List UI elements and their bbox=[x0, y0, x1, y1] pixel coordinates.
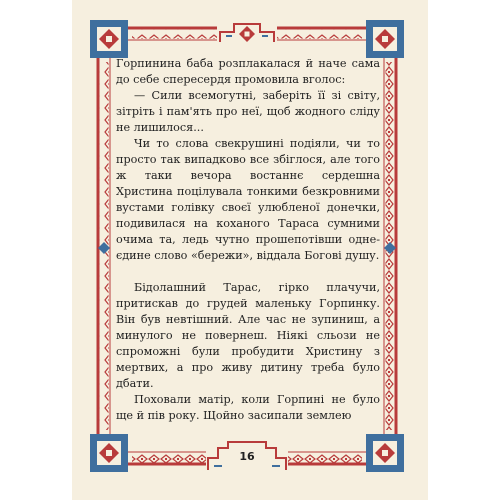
top-center-ornament bbox=[217, 22, 277, 46]
corner-ornament-top-left bbox=[90, 20, 128, 58]
paragraph: Поховали матір, коли Горпині не було ще й пів року. Щойно засипали землею bbox=[116, 393, 380, 422]
paragraph: Чи то слова свекрушині подіяли, чи то просто так випадково все збіглося, але того ж таки вечора востаннє сердешна Христина поцілувала тонкими безкровними вустами голівку своєї улюбленої донечки, подивилася на коханого Тараса сумними очима та, ледь чутно прошепотівши одне-єдине слово «бережи», віддала Богові душу. bbox=[116, 137, 380, 262]
paragraph: Горпинина баба розплакалася й наче сама до себе спересердя промовила вголос: bbox=[116, 57, 380, 86]
story-text bbox=[116, 56, 380, 444]
paragraph: Бідолашний Тарас, гірко плачучи, притискав до грудей маленьку Горпинку. Він був невтішний. Але час не зупиниш, а минулого не повернеш. Ніякі сльози не спроможні були пробудити Христину з мертвих, а про живу дитину треба було дбати. bbox=[116, 281, 380, 390]
paragraph: — Сили всемогутні, заберіть її зі світу, зітріть і пам'ять про неї, щоб жодного сліду не лишилося... bbox=[116, 89, 380, 134]
corner-ornament-top-right bbox=[366, 20, 404, 58]
page-number: 16 bbox=[230, 448, 264, 466]
